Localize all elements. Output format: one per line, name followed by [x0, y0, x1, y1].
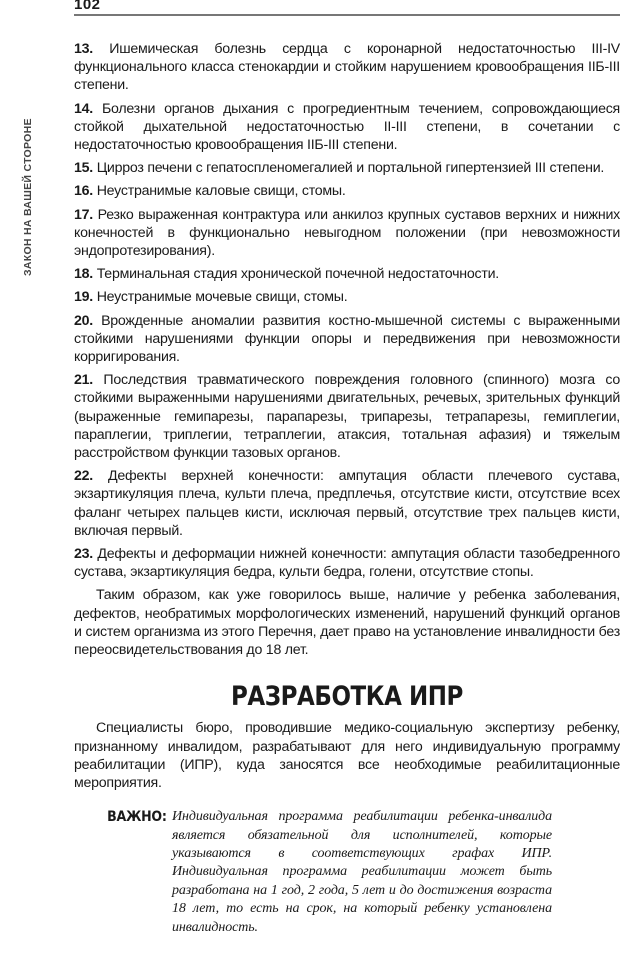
side-header [20, 46, 34, 276]
list-item-number: 21. [74, 372, 93, 389]
page-content [74, 40, 620, 937]
important-note [74, 808, 620, 937]
list-item-text: Резко выраженная контрактура или анкилоз крупных суставов верхних и нижних конечностей в функционально невыгодном положении (при невозможности эндопротезирования). [74, 206, 620, 260]
list-item-text: Ишемическая болезнь сердца с коронарной недостаточностью III-IV функционального класса стенокардии и стойким нарушением кровообращения IIБ-III степени. [74, 41, 620, 94]
section-paragraph: Специалисты бюро, проводившие медико-социальную экспертизу ребенку, признанному инвалидом, разрабатывают для него индивидуальную программу реабилитации (ИПР), куда заносятся все необходимые реабилитационные мероприятия. [74, 720, 620, 791]
list-item-number: 23. [74, 546, 93, 563]
list-item-text: Дефекты верхней конечности: ампутация области плечевого сустава, экзартикуляция плеча, культи плеча, предплечья, отсутствие кисти, отсутствие всех фаланг четырех пальцев кисти, исключая первый, отсутствие трех пальцев кисти, включая первый. [74, 468, 620, 539]
list-item-text: Дефекты и деформации нижней конечности: ампутация области тазобедренного сустава, экзартикуляция бедра, культи бедра, голени, отсутствие стопы. [74, 546, 620, 581]
list-item [74, 265, 620, 283]
list-item [74, 467, 620, 540]
list-item-number: 15. [74, 160, 93, 177]
list-item-number: 14. [74, 100, 93, 117]
note-label: ВАЖНО: [107, 809, 167, 826]
side-header-text: ЗАКОН НА ВАШЕЙ СТОРОНЕ [22, 118, 34, 276]
list-item-text: Неустранимые каловые свищи, стомы. [96, 183, 346, 200]
list-item [74, 159, 620, 177]
list-item [74, 100, 620, 155]
list-item-text: Терминальная стадия хронической почечной недостаточности. [96, 266, 499, 283]
list-item [74, 545, 620, 581]
header-rule [74, 14, 620, 16]
list-item-number: 22. [74, 468, 93, 485]
note-text: Индивидуальная программа реабилитации ребенка-инвалида является обязательной для исполнителей, которые указываются в соответствующих графах ИПР. Индивидуальная программа реабилитации может быть разработана на 1 год, 2 года, 5 лет и до достижения возраста 18 лет, то есть на срок, на который ребенку установлена инвалидность. [172, 809, 552, 935]
conclusion-paragraph: Таким образом, как уже говорилось выше, наличие у ребенка заболевания, дефектов, необратимых морфологических изменений, нарушений функций органов и систем организма из этого Перечня, дает право на установление инвалидности без переосвидетельствования до 18 лет. [74, 587, 620, 659]
list-item-number: 19. [74, 289, 93, 306]
list-item [74, 312, 620, 367]
list-item [74, 206, 620, 261]
list-item-number: 13. [74, 41, 93, 57]
list-item [74, 371, 620, 462]
page-number: 102 [74, 0, 101, 13]
section-title: РАЗРАБОТКА ИПР [231, 681, 463, 713]
list-item-number: 18. [74, 266, 93, 283]
list-item-text: Цирроз печени с гепатоспленомегалией и портальной гипертензией III степени. [96, 160, 605, 177]
list-item [74, 40, 620, 95]
list-item [74, 288, 620, 306]
list-item-number: 20. [74, 312, 93, 329]
list-item-number: 16. [74, 183, 93, 200]
list-item-text: Болезни органов дыхания с прогредиентным течением, сопровождающиеся стойкой дыхательной недостаточностью II-III степени, в сочетании с недостаточностью кровообращения IIБ-III степени. [74, 100, 620, 154]
list-item-number: 17. [74, 206, 93, 223]
list-item-text: Последствия травматического повреждения головного (спинного) мозга со стойкими выраженными нарушениями двигательных, речевых, зрительных функций (выраженные гемипарезы, парапарезы, трипарезы, тетрапарезы, гемиплегии, параплегии, триплегии, тетраплегии, атаксия, тотальная афазия) и тяжелым расстройством функции тазовых органов. [74, 372, 620, 462]
list-item [74, 182, 620, 200]
list-item-text: Неустранимые мочевые свищи, стомы. [96, 289, 348, 306]
numbered-list [74, 40, 620, 581]
list-item-text: Врожденные аномалии развития костно-мышечной системы с выраженными стойкими нарушениями функции опоры и передвижения при невозможности корригирования. [74, 312, 620, 366]
